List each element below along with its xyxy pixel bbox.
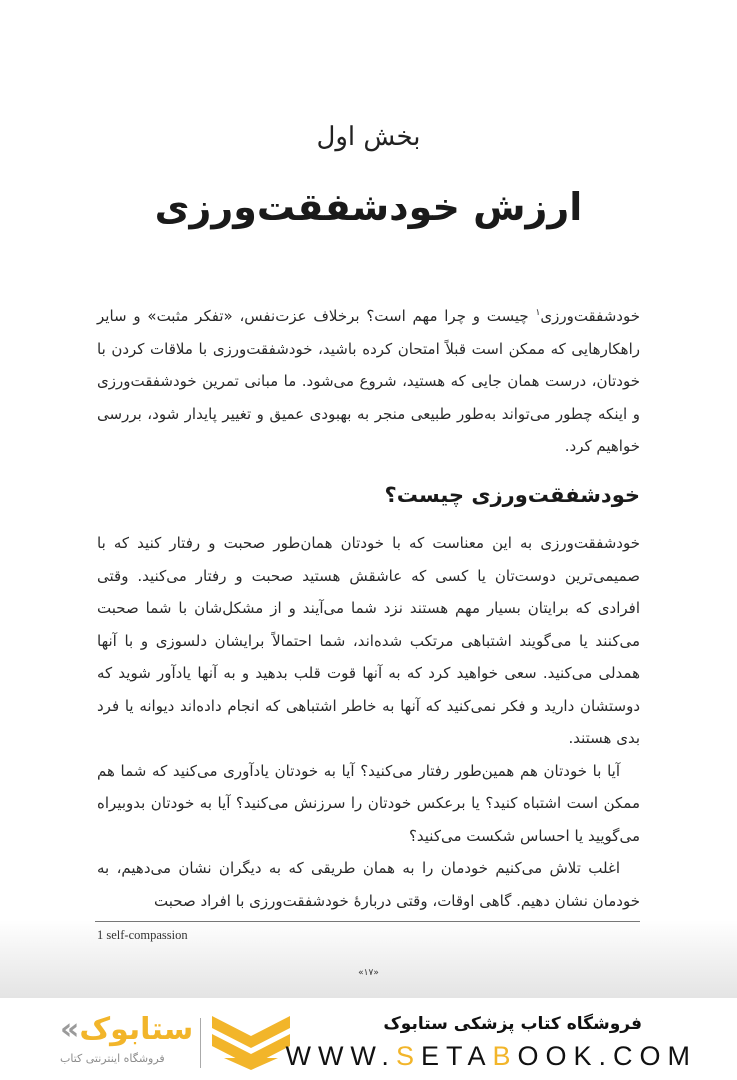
url-accent-s: S bbox=[395, 1041, 421, 1071]
logo-wordmark bbox=[60, 1012, 193, 1047]
footnote-divider bbox=[95, 921, 640, 922]
intro-paragraph bbox=[97, 300, 640, 463]
footnote-marker[interactable]: ۱ bbox=[535, 308, 541, 318]
page-number: «۱۷» bbox=[358, 968, 379, 978]
url-part: WWW. bbox=[285, 1041, 396, 1071]
logo-divider bbox=[200, 1018, 201, 1068]
paragraph: اغلب تلاش می‌کنیم خودمان را به همان طریقی که به دیگران نشان می‌دهیم، به خودمان نشان دهیم. گاهی اوقات، وقتی دربارهٔ خودشفقت‌ورزی با افراد صحبت bbox=[97, 859, 640, 910]
subheading: خودشفقت‌ورزی چیست؟ bbox=[384, 483, 640, 507]
intro-text-rest: چیست و چرا مهم است؟ برخلاف عزت‌نفس، «تفکر مثبت» و سایر راهکارهایی که ممکن است قبلاً امتحان کرده باشید، خودشفقت‌ورزی با ملاقات کردن با خودتان، درست همان جایی که هستید، شروع می‌شود. ما مبانی تمرین خودشفقت‌ورزی و اینکه چطور می‌تواند به‌طور طبیعی منجر به بهبودی عمیق و تغییر پایدار شود، بررسی خواهیم کرد. bbox=[97, 307, 640, 455]
url-part: OOK.COM bbox=[517, 1041, 697, 1071]
intro-text-start: خودشفقت‌ورزی bbox=[540, 307, 640, 325]
paragraph: آیا با خودتان هم همین‌طور رفتار می‌کنید؟ آیا به خودتان یادآوری می‌کنید که شما هم ممکن است اشتباه کنید؟ یا برعکس خودتان را سرزنش می‌کنید؟ آیا به خودتان بدوبیراه می‌گویید یا احساس شکست می‌کنید؟ bbox=[97, 761, 640, 845]
store-banner[interactable] bbox=[0, 998, 737, 1080]
url-accent-b: B bbox=[492, 1041, 518, 1071]
main-body bbox=[97, 527, 640, 917]
chevron-logo-icon bbox=[210, 1014, 292, 1072]
section-label: بخش اول bbox=[316, 122, 421, 152]
part-title: ارزش خودشفقت‌ورزی bbox=[154, 185, 583, 229]
store-logo[interactable] bbox=[30, 1012, 290, 1074]
logo-name: ستابوک bbox=[79, 1012, 194, 1047]
logo-chevrons: « bbox=[60, 1012, 80, 1047]
logo-tagline: فروشگاه اینترنتی کتاب bbox=[60, 1052, 165, 1065]
store-url[interactable] bbox=[285, 1041, 697, 1072]
paragraph: خودشفقت‌ورزی به این معناست که با خودتان همان‌طور صحبت و رفتار کنید که با صمیمی‌ترین دوست‌تان یا کسی که عاشقش هستید صحبت و رفتار می‌کنید. وقتی افرادی که برایتان بسیار مهم هستند نزد شما می‌آیند و از مشکل‌شان با شما صحبت می‌کنند یا می‌گویند اشتباهی مرتکب شده‌اند، شما احتمالاً برایشان دلسوزی و با آنها همدلی می‌کنید. سعی خواهید کرد که به آنها قوت قلب بدهید و به آنها یادآور شوید که دوستشان دارید و فکر نمی‌کنید که آنها به خاطر اشتباهی که انجام داده‌اند دیوانه یا فرد بدی هستند. bbox=[97, 534, 640, 747]
footnote: 1 self-compassion bbox=[97, 928, 188, 942]
store-name: فروشگاه کتاب پزشکی ستابوک bbox=[383, 1014, 642, 1034]
url-part: ETA bbox=[420, 1041, 493, 1071]
